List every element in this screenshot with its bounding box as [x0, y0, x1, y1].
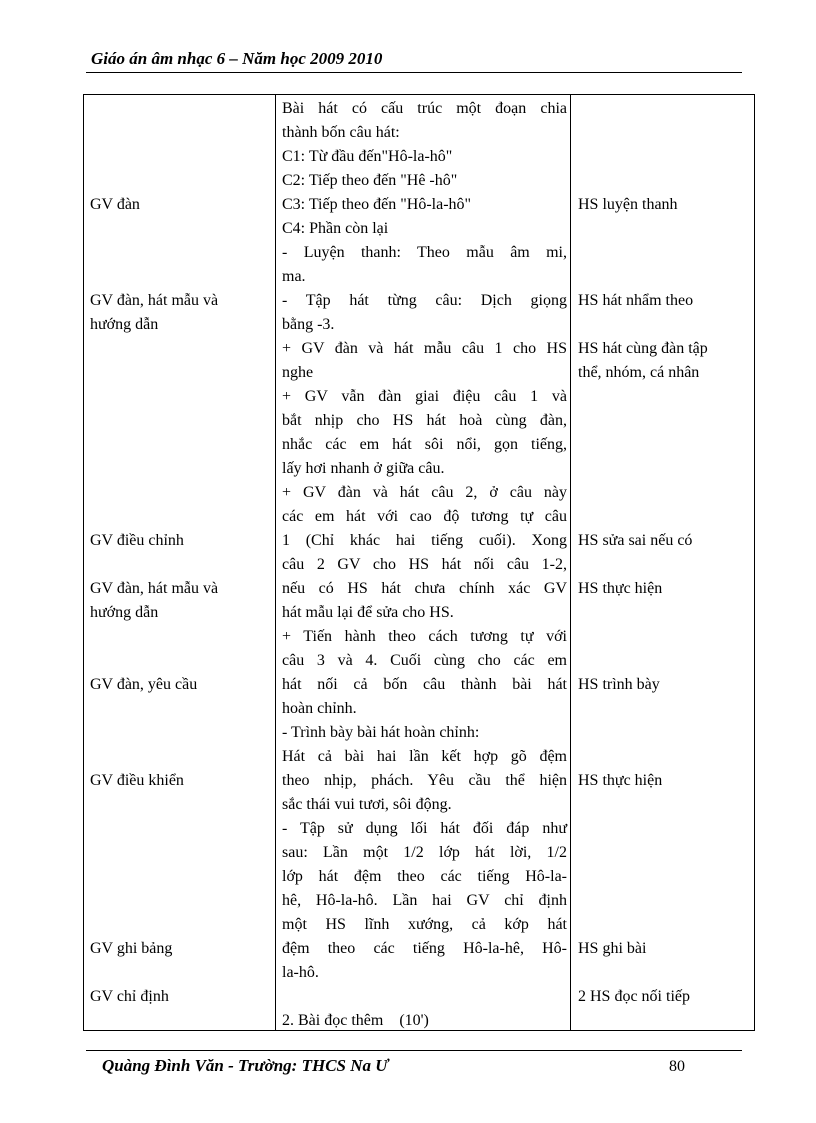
right-cell: HS trình bày	[578, 676, 660, 693]
page-number: 80	[669, 1058, 685, 1075]
left-cell: GV đàn, hát mẫu và	[90, 292, 219, 309]
footer-divider	[86, 1050, 742, 1051]
content-line: bắt nhịp cho HS hát hoà cùng đàn,	[282, 412, 567, 429]
content-line: lớp hát đệm theo các tiếng Hô-la-	[282, 868, 567, 885]
right-cell: HS ghi bài	[578, 940, 647, 957]
content-line: - Luyện thanh: Theo mẫu âm mi,	[282, 244, 567, 261]
content-line: thành bốn câu hát:	[282, 124, 400, 141]
content-line: C4: Phần còn lại	[282, 220, 389, 237]
right-cell: HS thực hiện	[578, 772, 663, 789]
left-cell: GV đàn, hát mẫu và	[90, 580, 219, 597]
content-line: + GV đàn và hát câu 2, ở câu này	[282, 484, 567, 501]
content-line: sau: Lần một 1/2 lớp hát lời, 1/2	[282, 844, 567, 861]
content-line: lấy hơi nhanh ở giữa câu.	[282, 460, 445, 477]
left-cell: hướng dẫn	[90, 316, 159, 333]
content-line: các em hát với cao độ tương tự câu	[282, 508, 567, 525]
content-line: hoàn chỉnh.	[282, 700, 357, 717]
right-cell: HS luyện thanh	[578, 196, 678, 213]
content-section-heading: 2. Bài đọc thêm (10')	[282, 1012, 429, 1029]
content-line: C1: Từ đầu đến"Hô-la-hô"	[282, 148, 453, 165]
content-line: 1 (Chỉ khác hai tiếng cuối). Xong	[282, 532, 567, 549]
right-cell: HS sửa sai nếu có	[578, 532, 693, 549]
content-line: nhắc các em hát sôi nổi, gọn tiếng,	[282, 436, 567, 453]
content-line: đệm theo các tiếng Hô-la-hê, Hô-	[282, 940, 567, 957]
content-line: câu 2 GV cho HS hát nối câu 1-2,	[282, 556, 567, 573]
content-line: hát nối cả bốn câu thành bài hát	[282, 676, 567, 693]
footer-author: Quàng Đình Văn - Trường: THCS Na Ư	[102, 1056, 389, 1075]
content-line: C3: Tiếp theo đến "Hô-la-hô"	[282, 196, 472, 213]
left-cell: GV chỉ định	[90, 988, 169, 1005]
lesson-table	[83, 94, 755, 1031]
content-line: Hát cả bài hai lần kết hợp gõ đệm	[282, 748, 567, 765]
right-cell: 2 HS đọc nối tiếp	[578, 988, 690, 1005]
right-cell: HS hát cùng đàn tập	[578, 340, 708, 357]
content-line: sắc thái vui tươi, sôi động.	[282, 796, 452, 813]
content-line: câu 3 và 4. Cuối cùng cho các em	[282, 652, 567, 669]
column-divider-1	[275, 95, 276, 1030]
content-line: một HS lĩnh xướng, cả kớp hát	[282, 916, 567, 933]
content-line: - Trình bày bài hát hoàn chỉnh:	[282, 724, 480, 741]
column-divider-2	[570, 95, 571, 1030]
header-divider	[86, 72, 742, 73]
left-cell: GV đàn, yêu cầu	[90, 676, 198, 693]
content-line: bằng -3.	[282, 316, 335, 333]
content-line: theo nhịp, phách. Yêu cầu thể hiện	[282, 772, 567, 789]
content-line: + Tiến hành theo cách tương tự với	[282, 628, 567, 645]
content-line: C2: Tiếp theo đến "Hê -hô"	[282, 172, 458, 189]
content-line: + GV đàn và hát mẫu câu 1 cho HS	[282, 340, 567, 357]
content-line: ma.	[282, 268, 306, 285]
left-cell: hướng dẫn	[90, 604, 159, 621]
right-cell: HS hát nhẩm theo	[578, 292, 694, 309]
left-cell: GV ghi bảng	[90, 940, 173, 957]
content-line: la-hô.	[282, 964, 319, 981]
content-line: - Tập hát từng câu: Dịch giọng	[282, 292, 567, 309]
content-line: hê, Hô-la-hô. Lần hai GV chỉ định	[282, 892, 567, 909]
content-line: - Tập sử dụng lối hát đối đáp như	[282, 820, 567, 837]
right-cell: thể, nhóm, cá nhân	[578, 364, 700, 381]
content-line: hát mẫu lại để sửa cho HS.	[282, 604, 454, 621]
content-line: nếu có HS hát chưa chính xác GV	[282, 580, 567, 597]
content-line: + GV vẫn đàn giai điệu câu 1 và	[282, 388, 567, 405]
right-cell: HS thực hiện	[578, 580, 663, 597]
left-cell: GV điều chỉnh	[90, 532, 184, 549]
document-header-title: Giáo án âm nhạc 6 – Năm học 2009 2010	[91, 49, 383, 68]
content-line: Bài hát có cấu trúc một đoạn chia	[282, 100, 567, 117]
left-cell: GV điều khiển	[90, 772, 184, 789]
content-line: nghe	[282, 364, 314, 381]
left-cell: GV đàn	[90, 196, 140, 213]
